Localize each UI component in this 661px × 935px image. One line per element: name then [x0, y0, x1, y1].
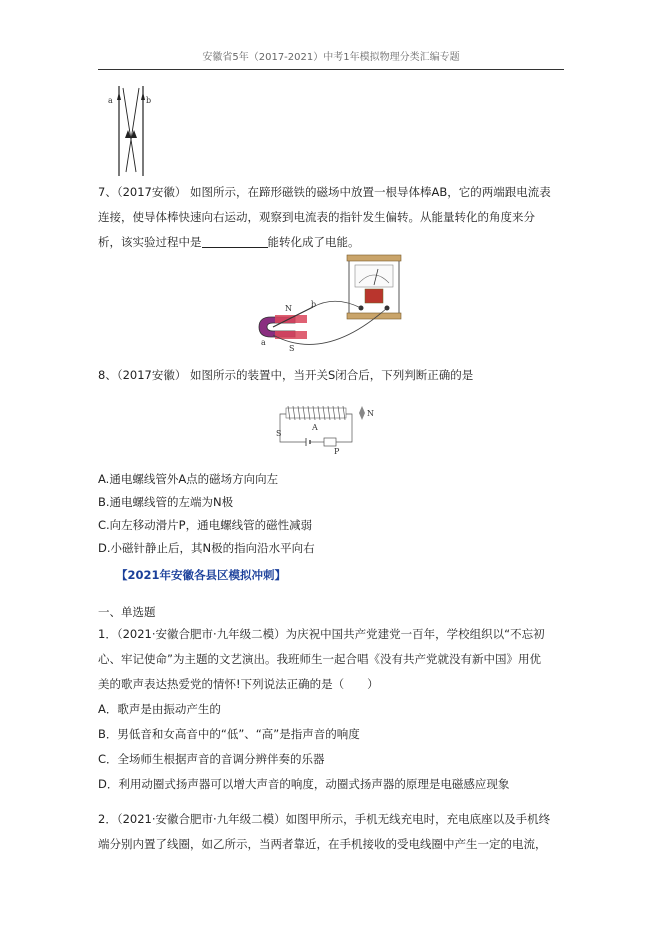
- question-2: [98, 807, 568, 857]
- q8-option-a: A.通电螺线管外A点的磁场方向向左: [98, 472, 279, 486]
- q1-option-b: B．男低音和女高音中的“低”、“高”是指声音的响度: [98, 727, 360, 741]
- q2-line1: 2．（2021·安徽合肥市·九年级二模）如图甲所示，手机无线充电时，充电底座以及手机终: [98, 812, 551, 826]
- q1-line1: 1．（2021·安徽合肥市·九年级二模）为庆祝中国共产党建党一百年，学校组织以“不忘初: [98, 627, 545, 641]
- answer-blank: [202, 234, 268, 248]
- question-1: [98, 622, 568, 797]
- question-8: [98, 363, 568, 388]
- slider-label-p: P: [334, 447, 340, 456]
- q8-option-d: D.小磁针静止后，其N极的指向沿水平向右: [98, 541, 315, 555]
- page-header: 安徽省5年（2017-2021）中考1年模拟物理分类汇编专题: [98, 48, 564, 70]
- solenoid-circuit-figure: [276, 402, 372, 458]
- point-label-a: A: [312, 423, 318, 432]
- magnet-label-s: S: [289, 344, 295, 353]
- q1-option-a: A．歌声是由振动产生的: [98, 702, 221, 716]
- magnet-label-n: N: [285, 304, 292, 313]
- q8-option-c: C.向左移动滑片P，通电螺线管的磁性减弱: [98, 518, 313, 532]
- q1-line3: 美的歌声表达热爱党的情怀!下列说法正确的是（ ）: [98, 677, 379, 691]
- horseshoe-magnet-figure: [255, 255, 415, 355]
- question-7: [98, 180, 568, 255]
- q7-line3-post: 能转化成了电能。: [267, 235, 360, 249]
- section-title: 【2021年安徽各县区模拟冲刺】: [116, 568, 287, 582]
- rod-label-b: b: [311, 300, 317, 309]
- q1-line2: 心、牢记使命”为主题的文艺演出。我班师生一起合唱《没有共产党就没有新中国》用优: [98, 652, 541, 666]
- wire-label-a: a: [108, 96, 113, 105]
- q7-line1: 7、（2017安徽） 如图所示，在蹄形磁铁的磁场中放置一根导体棒AB，它的两端跟电流表: [98, 185, 551, 199]
- q2-line2: 端分别内置了线圈，如乙所示，当两者靠近，在手机接收的受电线圈中产生一定的电流，: [98, 837, 547, 851]
- rod-label-a: a: [261, 338, 266, 347]
- q8-stem: 8、（2017安徽） 如图所示的装置中，当开关S闭合后，下列判断正确的是: [98, 368, 474, 382]
- q7-line3: [98, 230, 568, 255]
- compass-label-n: N: [367, 409, 374, 418]
- q7-line2: 连接，使导体棒快速向右运动，观察到电流表的指针发生偏转。从能量转化的角度来分: [98, 210, 535, 224]
- wire-label-b: b: [146, 96, 152, 105]
- switch-label-s: S: [276, 429, 282, 438]
- q8-option-b: B.通电螺线管的左端为N极: [98, 495, 234, 509]
- parallel-wires-figure: [106, 84, 156, 180]
- q1-option-c: C．全场师生根据声音的音调分辨伴奏的乐器: [98, 752, 325, 766]
- q7-line3-pre: 析，该实验过程中是: [98, 235, 202, 249]
- q1-option-d: D．利用动圈式扬声器可以增大声音的响度，动圈式扬声器的原理是电磁感应现象: [98, 777, 510, 791]
- subsection-title: 一、单选题: [98, 605, 156, 619]
- q8-options: [98, 469, 568, 558]
